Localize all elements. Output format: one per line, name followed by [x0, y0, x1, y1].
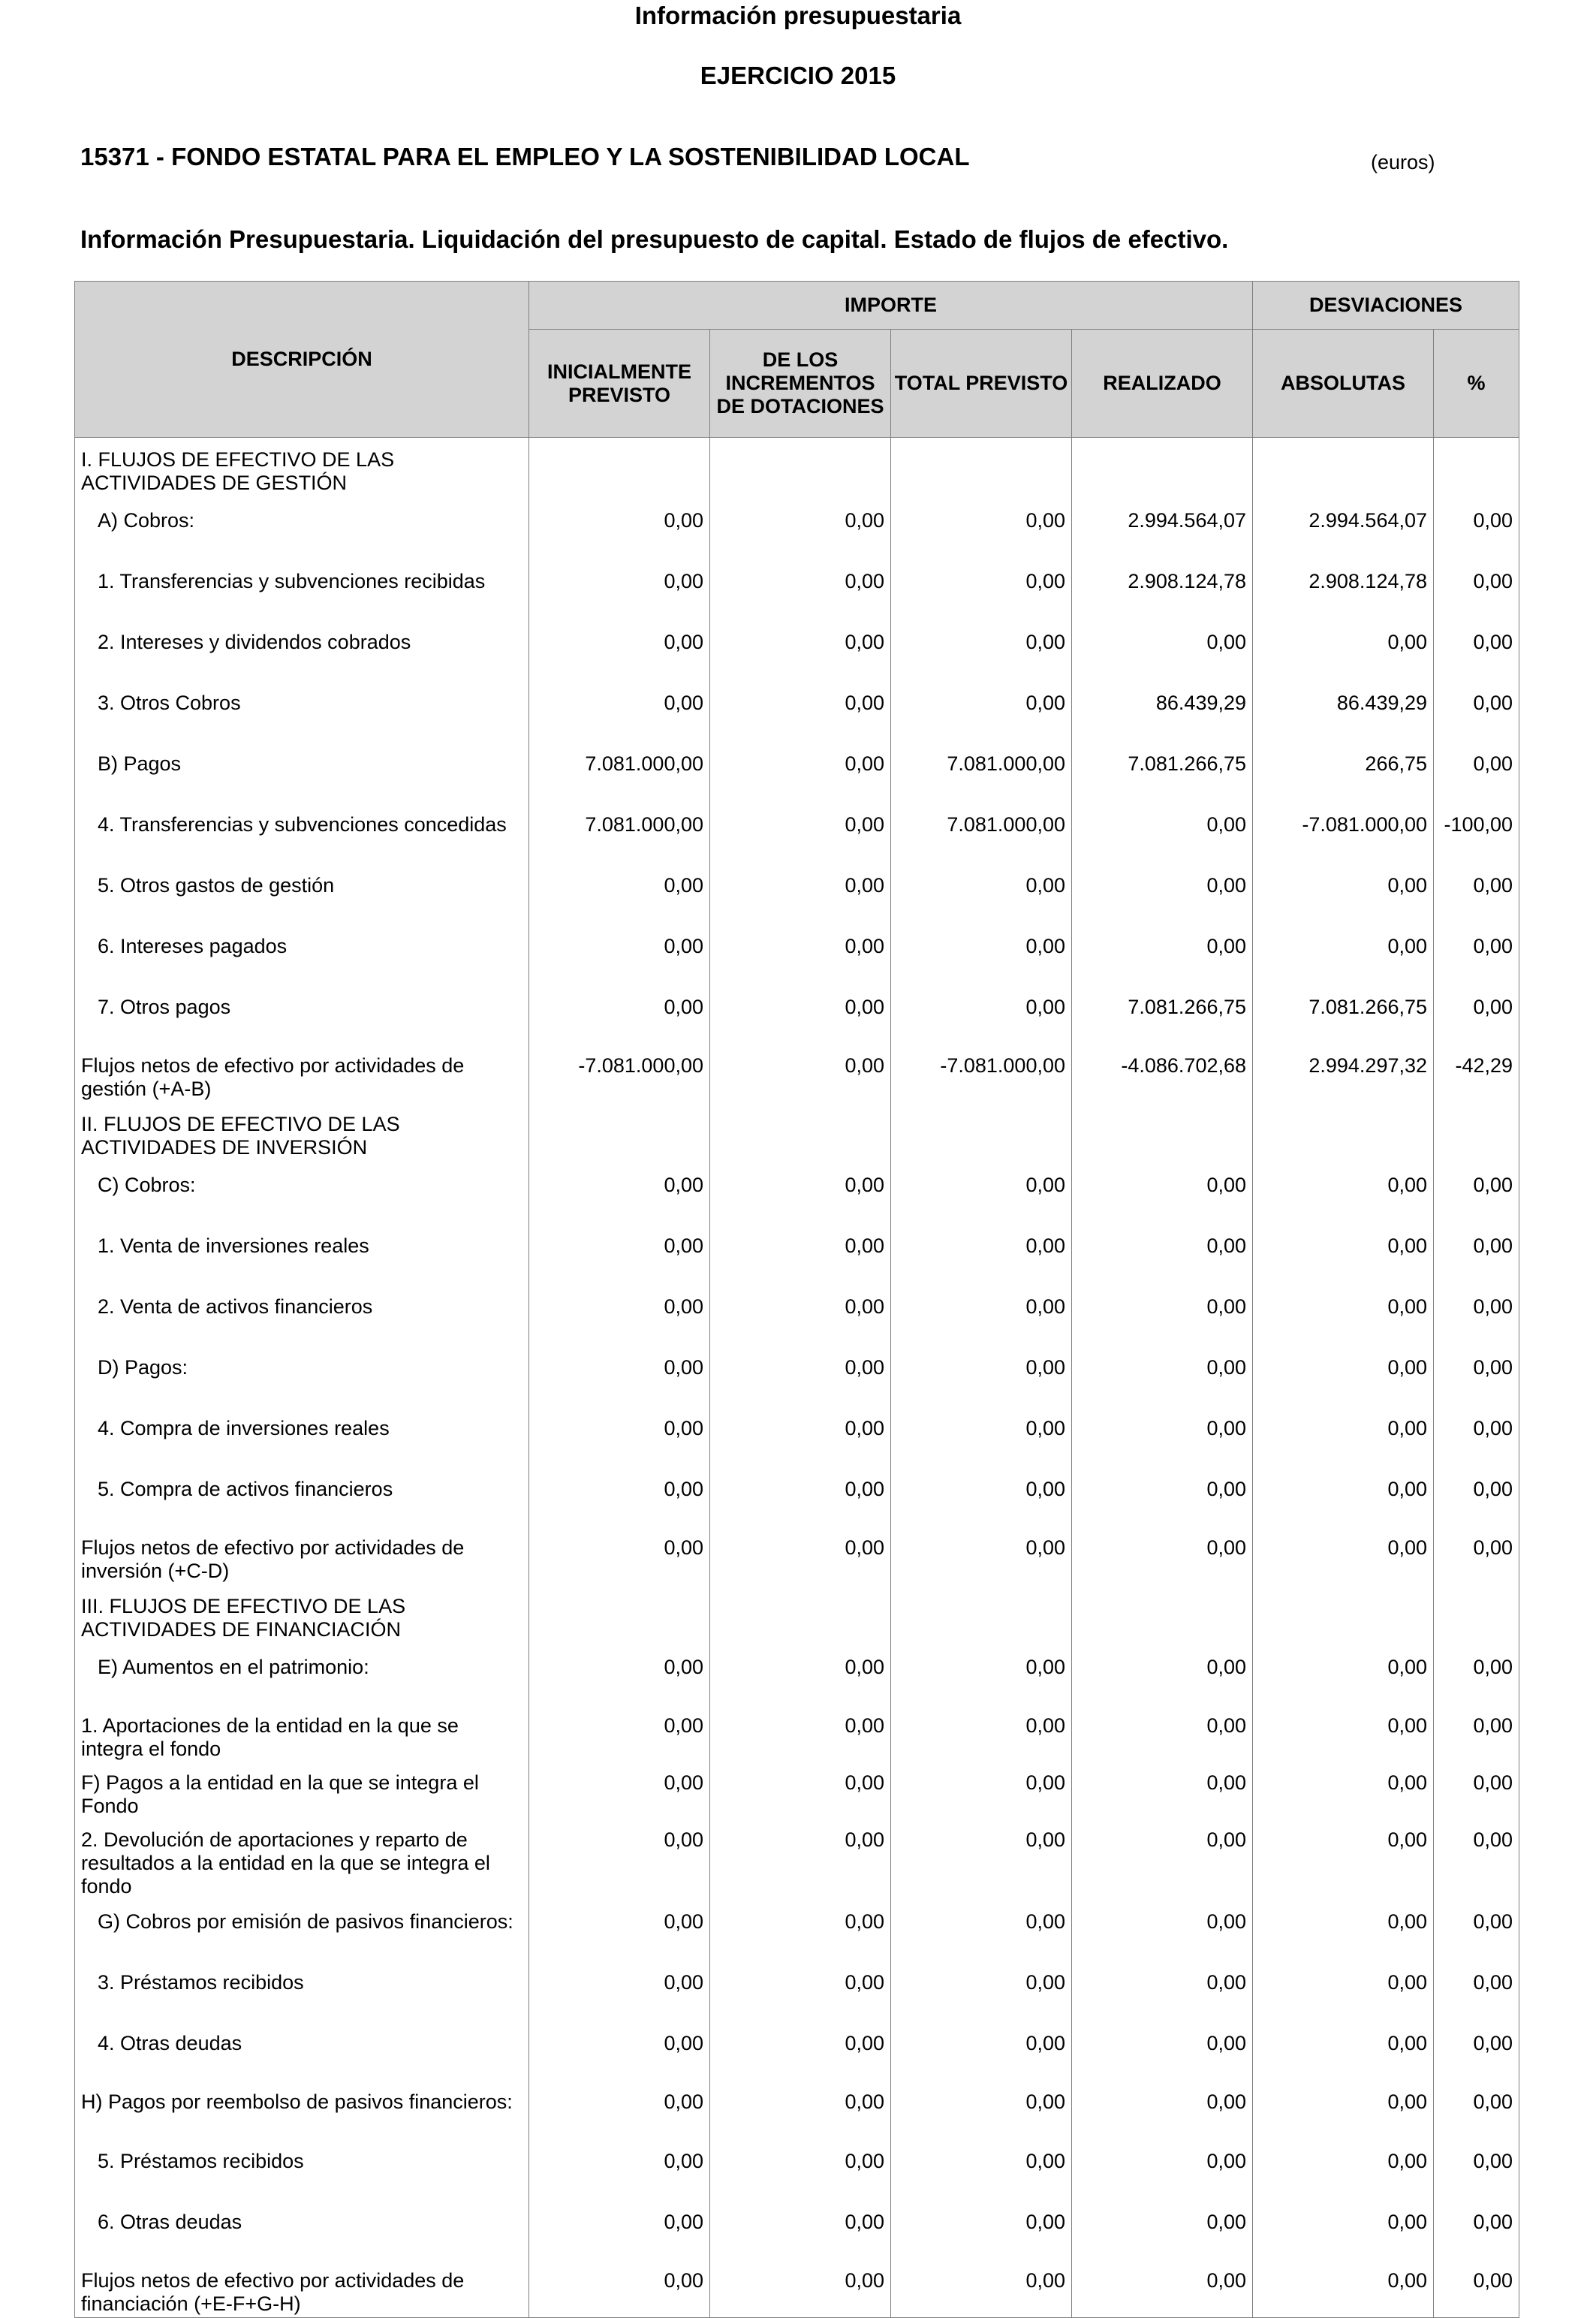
table-row	[75, 741, 1519, 802]
row-description: 5. Otros gastos de gestión	[75, 863, 529, 924]
value-cell: 0,00	[1434, 1527, 1519, 1584]
row-description: H) Pagos por reembolso de pasivos financieros:	[75, 2081, 529, 2139]
value-cell: 7.081.000,00	[891, 802, 1072, 863]
value-cell: 0,00	[891, 2081, 1072, 2139]
value-cell: 0,00	[1253, 1162, 1434, 1223]
table-row	[75, 2260, 1519, 2318]
row-description: Flujos netos de efectivo por actividades de gestión (+A-B)	[75, 1045, 529, 1102]
table-row	[75, 1527, 1519, 1584]
value-cell: 0,00	[1434, 2139, 1519, 2199]
row-description: 4. Transferencias y subvenciones concedidas	[75, 802, 529, 863]
value-cell: 0,00	[1434, 1899, 1519, 1960]
value-cell: 0,00	[710, 1345, 891, 1406]
table-row	[75, 498, 1519, 559]
value-cell: 0,00	[1434, 1406, 1519, 1466]
value-cell: 0,00	[710, 984, 891, 1045]
value-cell: 7.081.266,75	[1253, 984, 1434, 1045]
value-cell: 7.081.266,75	[1072, 984, 1253, 1045]
value-cell: 0,00	[1253, 1644, 1434, 1705]
value-cell: 0,00	[1434, 1960, 1519, 2021]
col-header-percent: %	[1434, 330, 1519, 438]
cash-flow-table	[74, 281, 1519, 2318]
value-cell: 0,00	[710, 741, 891, 802]
row-description: 3. Otros Cobros	[75, 680, 529, 741]
value-cell	[1434, 1102, 1519, 1162]
value-cell: 0,00	[1253, 1899, 1434, 1960]
value-cell: 0,00	[1072, 1162, 1253, 1223]
value-cell: 0,00	[1434, 2021, 1519, 2081]
value-cell: 0,00	[1253, 2199, 1434, 2260]
row-description: 4. Otras deudas	[75, 2021, 529, 2081]
value-cell: 2.908.124,78	[1072, 559, 1253, 619]
report-subtitle: Información Presupuestaria. Liquidación del presupuesto de capital. Estado de flujos de efectivo.	[80, 225, 1229, 253]
value-cell: 0,00	[1253, 1527, 1434, 1584]
value-cell: 0,00	[710, 1644, 891, 1705]
section-row	[75, 1102, 1519, 1162]
value-cell: 0,00	[710, 2021, 891, 2081]
value-cell	[710, 438, 891, 499]
value-cell: 0,00	[1434, 1345, 1519, 1406]
value-cell: 0,00	[891, 1899, 1072, 1960]
value-cell: 0,00	[710, 619, 891, 680]
value-cell: 0,00	[891, 2260, 1072, 2318]
value-cell: 0,00	[1072, 2199, 1253, 2260]
value-cell: 0,00	[1253, 863, 1434, 924]
value-cell: 0,00	[529, 1223, 710, 1284]
value-cell: 0,00	[1253, 1466, 1434, 1527]
table-row	[75, 1762, 1519, 1819]
value-cell: 0,00	[1253, 1406, 1434, 1466]
value-cell: 0,00	[891, 1527, 1072, 1584]
table-row	[75, 1406, 1519, 1466]
value-cell: 266,75	[1253, 741, 1434, 802]
value-cell: 86.439,29	[1072, 680, 1253, 741]
table-row	[75, 1819, 1519, 1899]
value-cell: -4.086.702,68	[1072, 1045, 1253, 1102]
value-cell: 0,00	[1072, 1762, 1253, 1819]
group-header-importe: IMPORTE	[529, 282, 1253, 330]
value-cell: 0,00	[891, 1644, 1072, 1705]
row-description: 1. Aportaciones de la entidad en la que se integra el fondo	[75, 1705, 529, 1762]
value-cell: 0,00	[1434, 619, 1519, 680]
value-cell: 0,00	[529, 619, 710, 680]
value-cell: 0,00	[891, 680, 1072, 741]
value-cell: 0,00	[1434, 1466, 1519, 1527]
row-description: 6. Otras deudas	[75, 2199, 529, 2260]
value-cell: 0,00	[891, 1762, 1072, 1819]
row-description: 2. Venta de activos financieros	[75, 1284, 529, 1345]
value-cell: 0,00	[710, 1406, 891, 1466]
value-cell: 0,00	[1072, 1705, 1253, 1762]
row-description: 3. Préstamos recibidos	[75, 1960, 529, 2021]
currency-units: (euros)	[1371, 151, 1435, 173]
section-row	[75, 438, 1519, 499]
value-cell: 0,00	[529, 1406, 710, 1466]
value-cell: 0,00	[529, 1466, 710, 1527]
value-cell: 86.439,29	[1253, 680, 1434, 741]
value-cell: 0,00	[1434, 1644, 1519, 1705]
table-row	[75, 680, 1519, 741]
value-cell: 0,00	[1434, 741, 1519, 802]
col-header-inicialmente-previsto: INICIALMENTE PREVISTO	[529, 330, 710, 438]
value-cell: 0,00	[1434, 1284, 1519, 1345]
value-cell: 0,00	[529, 1162, 710, 1223]
value-cell: 0,00	[529, 498, 710, 559]
value-cell	[710, 1102, 891, 1162]
value-cell: 0,00	[1253, 1223, 1434, 1284]
value-cell: 0,00	[1434, 1762, 1519, 1819]
entity-name: 15371 - FONDO ESTATAL PARA EL EMPLEO Y LA SOSTENIBILIDAD LOCAL	[80, 143, 970, 170]
value-cell: 0,00	[1434, 2199, 1519, 2260]
value-cell	[1253, 438, 1434, 499]
value-cell: 0,00	[529, 1345, 710, 1406]
value-cell: 0,00	[529, 984, 710, 1045]
value-cell: 0,00	[529, 559, 710, 619]
value-cell	[1434, 1584, 1519, 1644]
value-cell: 0,00	[529, 2260, 710, 2318]
value-cell: 0,00	[710, 1762, 891, 1819]
value-cell: 0,00	[1253, 2139, 1434, 2199]
row-description: 6. Intereses pagados	[75, 924, 529, 984]
row-description: I. FLUJOS DE EFECTIVO DE LAS ACTIVIDADES DE GESTIÓN	[75, 438, 529, 499]
value-cell: 0,00	[891, 2021, 1072, 2081]
value-cell: 7.081.000,00	[529, 741, 710, 802]
value-cell: -7.081.000,00	[529, 1045, 710, 1102]
value-cell: 0,00	[529, 863, 710, 924]
value-cell: 0,00	[1253, 1705, 1434, 1762]
value-cell: 0,00	[529, 1527, 710, 1584]
value-cell: 7.081.266,75	[1072, 741, 1253, 802]
row-description: B) Pagos	[75, 741, 529, 802]
value-cell: 0,00	[1253, 2021, 1434, 2081]
value-cell: 0,00	[1072, 2081, 1253, 2139]
row-description: G) Cobros por emisión de pasivos financieros:	[75, 1899, 529, 1960]
value-cell: 0,00	[710, 1466, 891, 1527]
value-cell: 0,00	[891, 559, 1072, 619]
table-row	[75, 1162, 1519, 1223]
table-row	[75, 1960, 1519, 2021]
value-cell	[1253, 1102, 1434, 1162]
value-cell: 0,00	[1072, 863, 1253, 924]
table-row	[75, 1223, 1519, 1284]
value-cell: 0,00	[710, 1045, 891, 1102]
table-row	[75, 1045, 1519, 1102]
report-title: Información presupuestaria	[634, 2, 962, 29]
row-description: III. FLUJOS DE EFECTIVO DE LAS ACTIVIDADES DE FINANCIACIÓN	[75, 1584, 529, 1644]
value-cell: 0,00	[529, 1644, 710, 1705]
value-cell: 0,00	[891, 984, 1072, 1045]
value-cell: 0,00	[529, 1819, 710, 1899]
table-row	[75, 1345, 1519, 1406]
table-row	[75, 2021, 1519, 2081]
row-description: 1. Transferencias y subvenciones recibidas	[75, 559, 529, 619]
value-cell: 0,00	[1434, 559, 1519, 619]
value-cell: 0,00	[1072, 924, 1253, 984]
value-cell: 2.994.564,07	[1253, 498, 1434, 559]
value-cell: 0,00	[1072, 1223, 1253, 1284]
row-description: 5. Compra de activos financieros	[75, 1466, 529, 1527]
value-cell: 0,00	[710, 1705, 891, 1762]
value-cell: 0,00	[891, 1705, 1072, 1762]
value-cell: 0,00	[1434, 924, 1519, 984]
table-row	[75, 1284, 1519, 1345]
value-cell: 0,00	[1434, 984, 1519, 1045]
value-cell: 0,00	[891, 1223, 1072, 1284]
value-cell: 0,00	[710, 1284, 891, 1345]
value-cell: 0,00	[1434, 2260, 1519, 2318]
row-description: II. FLUJOS DE EFECTIVO DE LAS ACTIVIDADES DE INVERSIÓN	[75, 1102, 529, 1162]
value-cell: 2.908.124,78	[1253, 559, 1434, 619]
row-description: 5. Préstamos recibidos	[75, 2139, 529, 2199]
value-cell: 0,00	[1072, 1960, 1253, 2021]
value-cell: 0,00	[891, 1162, 1072, 1223]
value-cell	[891, 1584, 1072, 1644]
table-row	[75, 863, 1519, 924]
value-cell: 0,00	[1072, 1527, 1253, 1584]
value-cell: -7.081.000,00	[1253, 802, 1434, 863]
value-cell: 0,00	[710, 1162, 891, 1223]
row-description: 1. Venta de inversiones reales	[75, 1223, 529, 1284]
value-cell	[891, 1102, 1072, 1162]
value-cell: 0,00	[1072, 1899, 1253, 1960]
value-cell: 0,00	[529, 680, 710, 741]
value-cell: 0,00	[1072, 802, 1253, 863]
group-header-desviaciones: DESVIACIONES	[1253, 282, 1519, 330]
value-cell: 0,00	[1434, 680, 1519, 741]
value-cell: 0,00	[891, 2199, 1072, 2260]
value-cell: 0,00	[1072, 1345, 1253, 1406]
table-row	[75, 2139, 1519, 2199]
value-cell	[1072, 1584, 1253, 1644]
table-body	[75, 438, 1519, 2318]
fiscal-year: EJERCICIO 2015	[700, 62, 896, 89]
value-cell: 0,00	[891, 1960, 1072, 2021]
value-cell: 0,00	[891, 1284, 1072, 1345]
row-description: E) Aumentos en el patrimonio:	[75, 1644, 529, 1705]
section-row	[75, 1584, 1519, 1644]
value-cell: 0,00	[1072, 1644, 1253, 1705]
value-cell: 0,00	[710, 1527, 891, 1584]
row-description: F) Pagos a la entidad en la que se integra el Fondo	[75, 1762, 529, 1819]
value-cell: 0,00	[1434, 1223, 1519, 1284]
value-cell: 7.081.000,00	[891, 741, 1072, 802]
table-row	[75, 1899, 1519, 1960]
value-cell	[710, 1584, 891, 1644]
value-cell: 0,00	[710, 1960, 891, 2021]
value-cell: 0,00	[1072, 1284, 1253, 1345]
value-cell: 0,00	[891, 1819, 1072, 1899]
value-cell: 0,00	[710, 802, 891, 863]
row-description: C) Cobros:	[75, 1162, 529, 1223]
value-cell: 0,00	[529, 1899, 710, 1960]
value-cell: 0,00	[1072, 1466, 1253, 1527]
value-cell: 0,00	[710, 2260, 891, 2318]
value-cell	[1253, 1584, 1434, 1644]
value-cell: 0,00	[1434, 1162, 1519, 1223]
value-cell: 0,00	[1072, 2260, 1253, 2318]
value-cell: 0,00	[891, 498, 1072, 559]
value-cell: 0,00	[710, 2139, 891, 2199]
value-cell: 0,00	[1253, 1762, 1434, 1819]
value-cell: 0,00	[710, 924, 891, 984]
col-header-absolutas: ABSOLUTAS	[1253, 330, 1434, 438]
value-cell: 0,00	[1253, 619, 1434, 680]
value-cell: 0,00	[1434, 863, 1519, 924]
row-description: A) Cobros:	[75, 498, 529, 559]
row-description: Flujos netos de efectivo por actividades de financiación (+E-F+G-H)	[75, 2260, 529, 2318]
row-description: 2. Devolución de aportaciones y reparto de resultados a la entidad en la que se integra el fondo	[75, 1819, 529, 1899]
value-cell: 0,00	[529, 2021, 710, 2081]
value-cell: 0,00	[891, 924, 1072, 984]
value-cell	[891, 438, 1072, 499]
value-cell: 0,00	[891, 1406, 1072, 1466]
value-cell: 0,00	[710, 1899, 891, 1960]
value-cell: 0,00	[710, 680, 891, 741]
value-cell: 0,00	[529, 2081, 710, 2139]
value-cell	[1434, 438, 1519, 499]
value-cell: 0,00	[529, 1705, 710, 1762]
table-header	[75, 282, 1519, 438]
row-description: 7. Otros pagos	[75, 984, 529, 1045]
value-cell: 0,00	[529, 1762, 710, 1819]
value-cell: 7.081.000,00	[529, 802, 710, 863]
value-cell: 0,00	[1253, 1345, 1434, 1406]
value-cell: -42,29	[1434, 1045, 1519, 1102]
value-cell: 0,00	[710, 2081, 891, 2139]
value-cell: 0,00	[1072, 619, 1253, 680]
value-cell	[529, 438, 710, 499]
value-cell: 2.994.564,07	[1072, 498, 1253, 559]
value-cell: 0,00	[1253, 1960, 1434, 2021]
table-row	[75, 802, 1519, 863]
row-description: D) Pagos:	[75, 1345, 529, 1406]
value-cell: 0,00	[1253, 2260, 1434, 2318]
table-row	[75, 2081, 1519, 2139]
value-cell: 0,00	[710, 2199, 891, 2260]
value-cell	[529, 1584, 710, 1644]
value-cell: 0,00	[891, 1345, 1072, 1406]
value-cell: 0,00	[1072, 2021, 1253, 2081]
value-cell: 0,00	[1434, 498, 1519, 559]
value-cell: 0,00	[1072, 1819, 1253, 1899]
col-header-incrementos-dotaciones: DE LOS INCREMENTOS DE DOTACIONES	[710, 330, 891, 438]
row-description: 2. Intereses y dividendos cobrados	[75, 619, 529, 680]
value-cell: 0,00	[529, 924, 710, 984]
value-cell: 0,00	[1434, 1705, 1519, 1762]
value-cell: 0,00	[1253, 1284, 1434, 1345]
value-cell: 0,00	[1434, 2081, 1519, 2139]
value-cell: 0,00	[891, 2139, 1072, 2199]
value-cell: 0,00	[1253, 1819, 1434, 1899]
value-cell	[1072, 1102, 1253, 1162]
table-row	[75, 984, 1519, 1045]
table-row	[75, 1644, 1519, 1705]
value-cell: 0,00	[1434, 1819, 1519, 1899]
value-cell: -100,00	[1434, 802, 1519, 863]
value-cell	[529, 1102, 710, 1162]
col-header-total-previsto: TOTAL PREVISTO	[891, 330, 1072, 438]
table-row	[75, 559, 1519, 619]
value-cell: 0,00	[1072, 1406, 1253, 1466]
value-cell: 0,00	[891, 863, 1072, 924]
table-row	[75, 1466, 1519, 1527]
col-header-descripcion: DESCRIPCIÓN	[75, 282, 529, 438]
value-cell: 0,00	[710, 1819, 891, 1899]
value-cell: 0,00	[529, 1960, 710, 2021]
value-cell: 0,00	[710, 863, 891, 924]
row-description: Flujos netos de efectivo por actividades de inversión (+C-D)	[75, 1527, 529, 1584]
value-cell: 0,00	[1253, 924, 1434, 984]
value-cell: 0,00	[1072, 2139, 1253, 2199]
value-cell: 2.994.297,32	[1253, 1045, 1434, 1102]
value-cell: 0,00	[529, 2199, 710, 2260]
table-row	[75, 924, 1519, 984]
value-cell: 0,00	[1253, 2081, 1434, 2139]
table-row	[75, 2199, 1519, 2260]
col-header-realizado: REALIZADO	[1072, 330, 1253, 438]
value-cell: 0,00	[529, 2139, 710, 2199]
value-cell: 0,00	[710, 559, 891, 619]
value-cell: 0,00	[891, 619, 1072, 680]
value-cell: -7.081.000,00	[891, 1045, 1072, 1102]
row-description: 4. Compra de inversiones reales	[75, 1406, 529, 1466]
value-cell	[1072, 438, 1253, 499]
value-cell: 0,00	[710, 1223, 891, 1284]
table-row	[75, 1705, 1519, 1762]
table-row	[75, 619, 1519, 680]
value-cell: 0,00	[710, 498, 891, 559]
value-cell: 0,00	[529, 1284, 710, 1345]
value-cell: 0,00	[891, 1466, 1072, 1527]
